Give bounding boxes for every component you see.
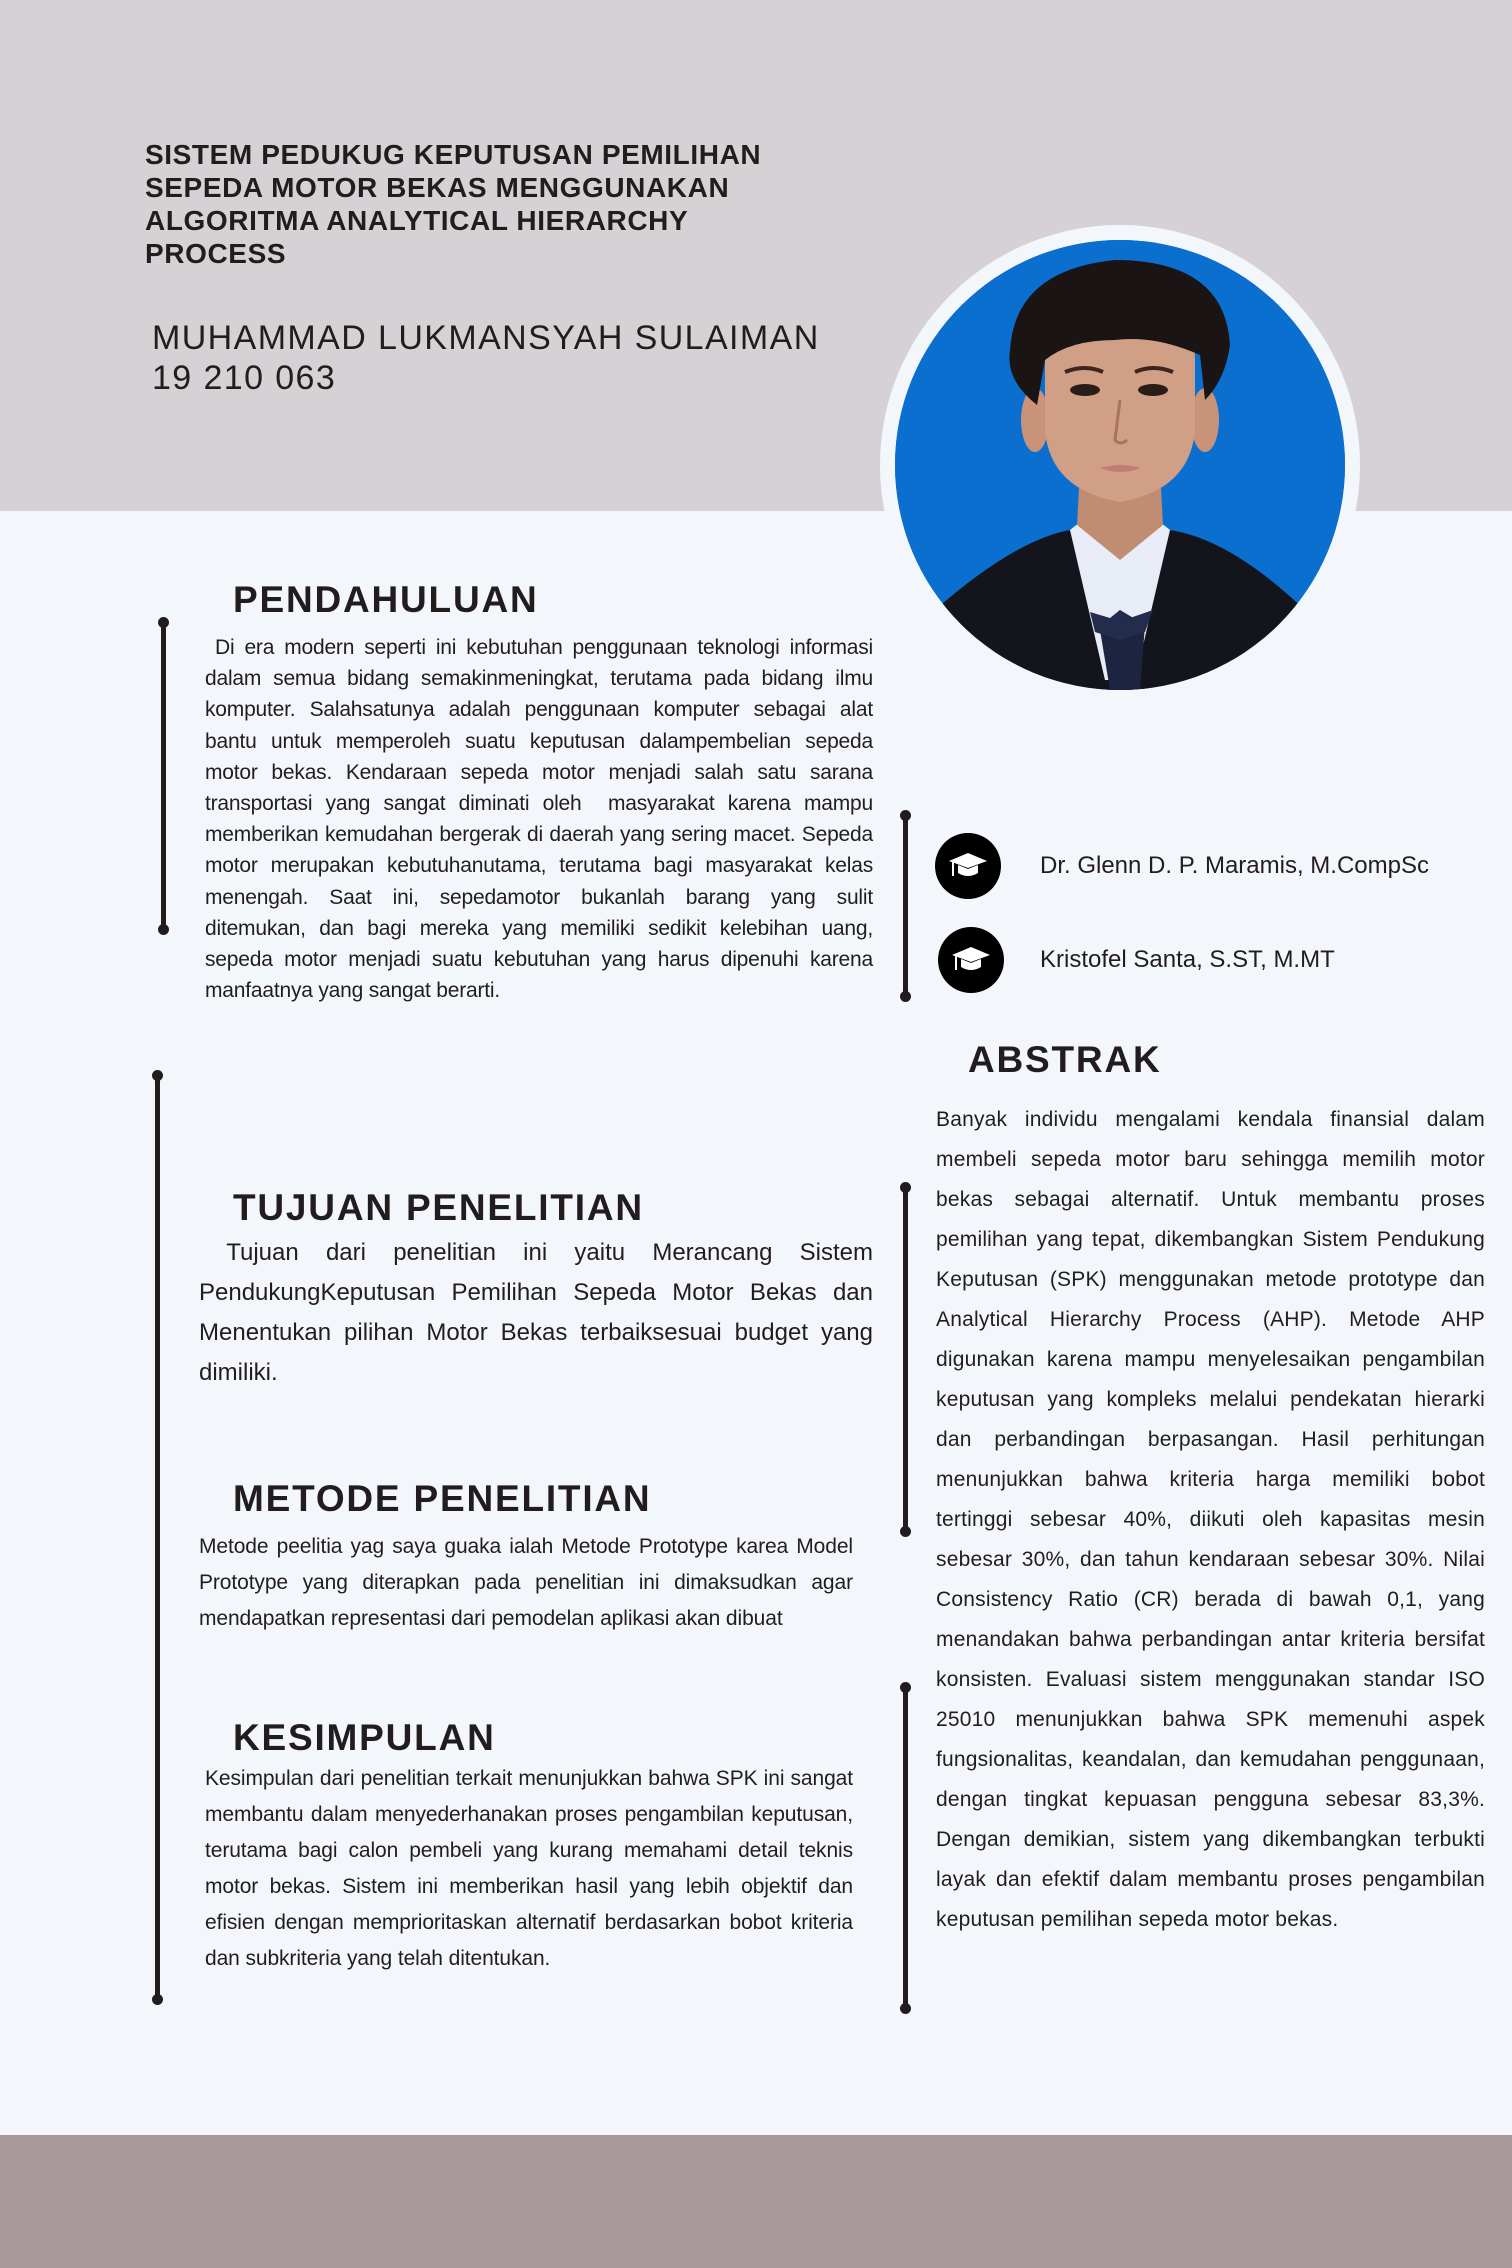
title-line: SISTEM PEDUKUG KEPUTUSAN PEMILIHAN: [145, 139, 762, 170]
kesimpulan-text: Kesimpulan dari penelitian terkait menunjukkan bahwa SPK ini sangat membantu dalam menyederhanakan proses pengambilan keputusan, terutama bagi calon pembeli yang kurang memahami detail teknis motor bekas. Sistem ini memberikan hasil yang lebih objektif dan efisien dengan memprioritaskan alternatif berdasarkan bobot kriteria dan subkriteria yang telah ditentukan.: [205, 1767, 853, 1970]
author-name: MUHAMMAD LUKMANSYAH SULAIMAN: [152, 319, 820, 357]
advisor-item: [938, 927, 1335, 993]
title-line: SEPEDA MOTOR BEKAS MENGGUNAKAN: [145, 172, 730, 203]
abstrak-text: Banyak individu mengalami kendala finansial dalam membeli sepeda motor baru sehingga memilih motor bekas sebagai alternatif. Untuk membantu proses pemilihan yang tepat, dikembangkan Sistem Pendukung Keputusan (SPK) menggunakan metode prototype dan Analytical Hierarchy Process (AHP). Metode AHP digunakan karena mampu menyelesaikan pengambilan keputusan yang kompleks melalui pendekatan hierarki dan perbandingan berpasangan. Hasil perhitungan menunjukkan bahwa kriteria harga memiliki bobot tertinggi sebesar 40%, diikuti oleh kapasitas mesin sebesar 30%, dan tahun kendaraan sebesar 30%. Nilai Consistency Ratio (CR) berada di bawah 0,1, yang menandakan bahwa perbandingan antar kriteria bersifat konsisten. Evaluasi sistem menggunakan standar ISO 25010 menunjukkan bahwa SPK memenuhi aspek fungsionalitas, keandalan, dan kemudahan penggunaan, dengan tingkat kepuasan pengguna sebesar 83,3%. Dengan demikian, sistem yang dikembangkan terbukti layak dan efektif dalam membantu proses pengambilan keputusan pemilihan sepeda motor bekas.: [936, 1108, 1485, 1931]
metode-text: Metode peelitia yag saya guaka ialah Metode Prototype karea Model Prototype yang diterapkan pada penelitian ini dimaksudkan agar mendapatkan representasi dari pemodelan aplikasi akan dibuat: [199, 1535, 853, 1630]
section-heading-metode: METODE PENELITIAN: [233, 1478, 652, 1519]
pendahuluan-text: Di era modern seperti ini kebutuhan penggunaan teknologi informasi dalam semua bidang semakinmeningkat, terutama pada bidang ilmu komputer. Salahsatunya adalah penggunaan komputer sebagai alat bantu untuk memperoleh suatu keputusan dalampembelian sepeda motor bekas. Kendaraan sepeda motor menjadi salah satu sarana transportasi yang sangat diminati oleh masyarakat karena mampu memberikan kemudahan bergerak di daerah yang sering macet. Sepeda motor merupakan kebutuhanutama, terutama bagi masyarakat kelas menengah. Saat ini, sepedamotor bukanlah barang yang sulit ditemukan, dan bagi mereka yang memiliki sedikit kelebihan uang, sepeda motor menjadi suatu kebutuhan yang harus dipenuhi karena manfaatnya yang sangat berarti.: [205, 636, 885, 1003]
divider-line: [903, 1687, 908, 2009]
author-photo-frame: [880, 225, 1360, 705]
footer-band: [0, 2135, 1512, 2268]
section-heading-pendahuluan: PENDAHULUAN: [233, 579, 539, 620]
author-id: 19 210 063: [152, 359, 337, 397]
divider-line: [155, 1075, 160, 2000]
title-line: ALGORITMA ANALYTICAL HIERARCHY: [145, 205, 689, 236]
advisor-name: Dr. Glenn D. P. Maramis, M.CompSc: [1040, 852, 1429, 879]
portrait-icon: [895, 240, 1345, 690]
section-heading-kesimpulan: KESIMPULAN: [233, 1717, 496, 1758]
divider-line: [903, 815, 908, 997]
advisor-name: Kristofel Santa, S.ST, M.MT: [1040, 946, 1335, 973]
graduation-cap-icon: [935, 833, 1001, 899]
divider-line: [903, 1187, 908, 1532]
section-heading-tujuan: TUJUAN PENELITIAN: [233, 1187, 644, 1228]
section-heading-abstrak: ABSTRAK: [968, 1039, 1162, 1080]
advisor-item: [935, 833, 1429, 899]
graduation-cap-icon: [938, 927, 1004, 993]
divider-line: [161, 622, 166, 930]
title-line: PROCESS: [145, 238, 287, 269]
poster-title: [145, 138, 905, 270]
tujuan-text: Tujuan dari penelitian ini yaitu Merancang Sistem PendukungKeputusan Pemilihan Sepeda Motor Bekas dan Menentukan pilihan Motor Bekas terbaiksesuai budget yang dimiliki.: [199, 1239, 880, 1386]
author-photo: [895, 240, 1345, 690]
